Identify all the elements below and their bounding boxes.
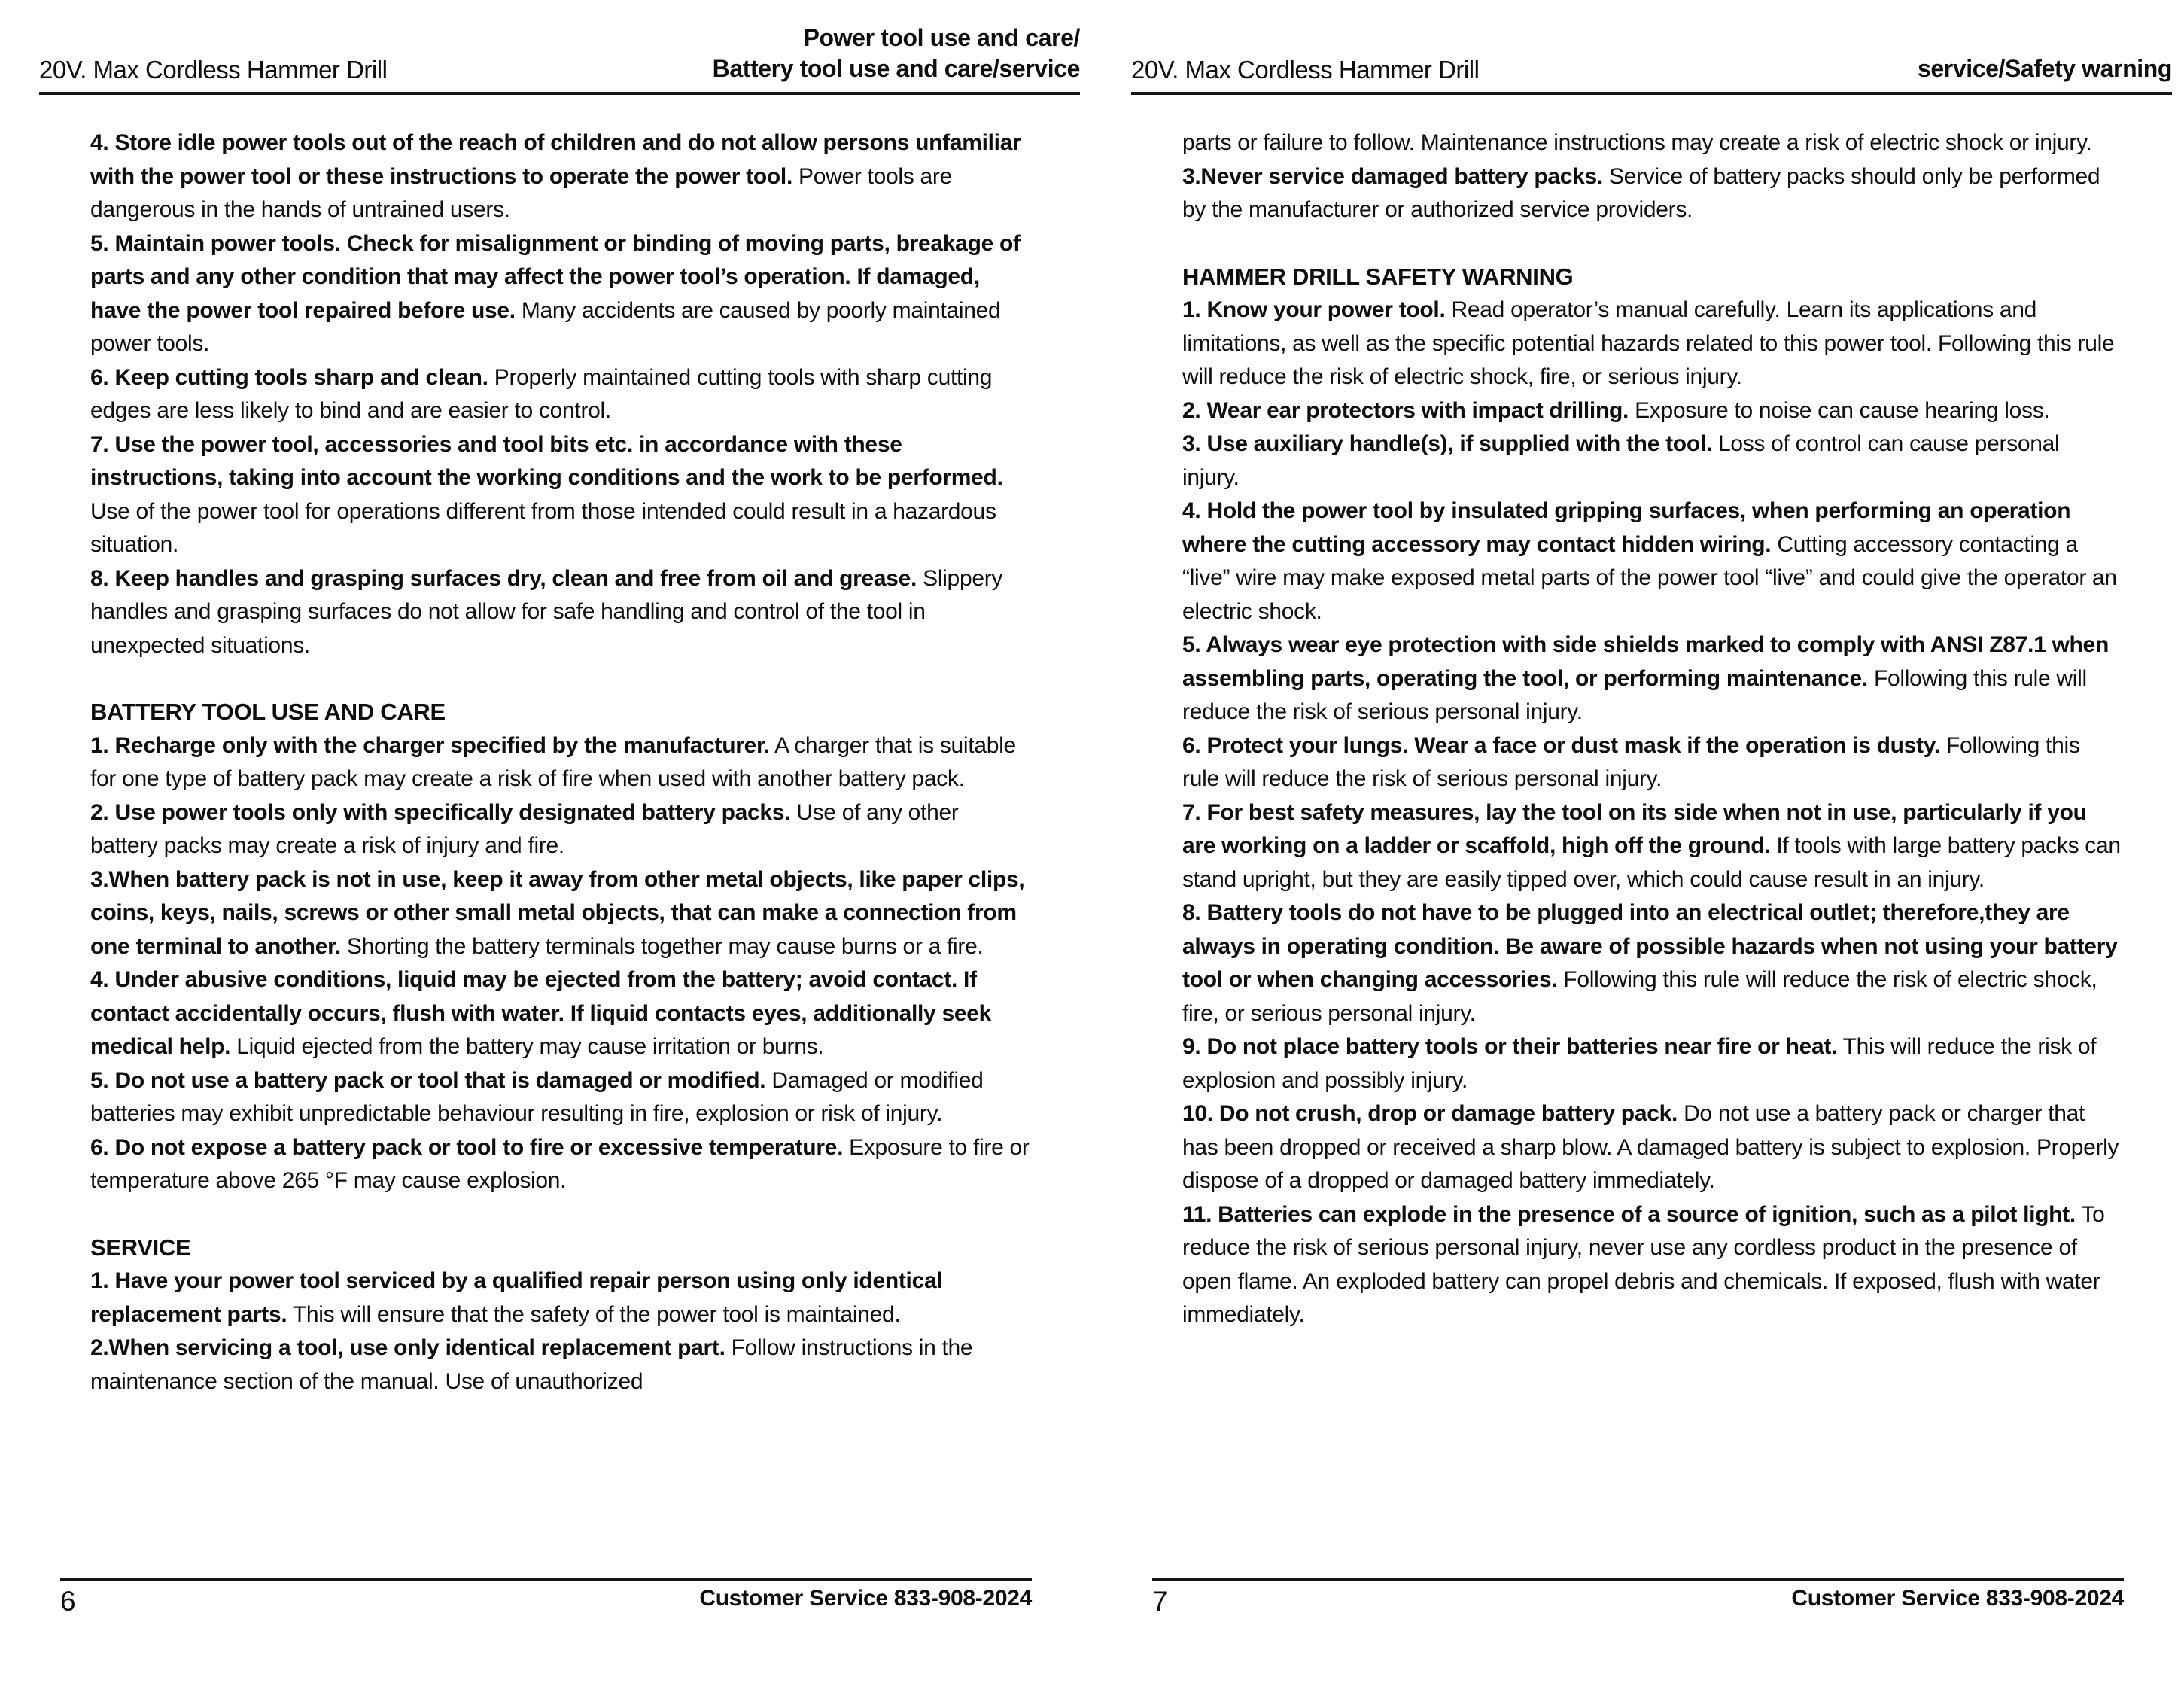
hammer-item-4 — [1182, 495, 2122, 628]
battery-item-3 — [90, 863, 1030, 964]
section-title: service/Safety warning — [1917, 55, 2172, 82]
item-rest: This will ensure that the safety of the power tool is maintained. — [287, 1301, 901, 1327]
hammer-item-9 — [1182, 1030, 2122, 1097]
item-rest: Use of any other battery packs may create a risk of injury and fire. — [90, 799, 959, 858]
battery-item-6 — [90, 1131, 1030, 1198]
item-lead: 7. For best safety measures, lay the tool on its side when not in use, particularly if you are working on a ladder or scaffold, high off the ground. — [1182, 799, 2087, 858]
customer-service: Customer Service 833-908-2024 — [1791, 1586, 2124, 1611]
item-rest: This will reduce the risk of explosion and possibly injury. — [1182, 1034, 2097, 1093]
item-lead: 1. Have your power tool serviced by a qualified repair person using only identical replacement parts. — [90, 1268, 943, 1327]
page-number: 7 — [1152, 1586, 1168, 1617]
item-lead: 2. Use power tools only with specifically designated battery packs. — [90, 799, 791, 825]
hammer-drill-warning-heading: HAMMER DRILL SAFETY WARNING — [1182, 263, 1574, 290]
item-rest: Exposure to fire or temperature above 265 °F may cause explosion. — [90, 1134, 1030, 1193]
page-7-header — [1131, 0, 2172, 95]
power-tool-item-6 — [90, 361, 1030, 428]
battery-item-4 — [90, 963, 1030, 1064]
item-rest: Properly maintained cutting tools with sharp cutting edges are less likely to bind and are easier to control. — [90, 364, 993, 423]
item-rest: Many accidents are caused by poorly maintained power tools. — [90, 297, 1001, 356]
item-lead: 5. Always wear eye protection with side shields marked to comply with ANSI Z87.1 when assembling parts, operating the tool, or performing maintenance. — [1182, 632, 2109, 691]
item-rest: Follow instructions in the maintenance section of the manual. Use of unauthorized — [90, 1335, 973, 1394]
item-lead: 2. Wear ear protectors with impact drilling. — [1182, 397, 1629, 423]
item-lead: 5. Maintain power tools. Check for misalignment or binding of moving parts, breakage of parts and any other condition that may affect the power tool’s operation. If damaged, have the power tool repaired before use. — [90, 230, 1021, 323]
item-lead: 4. Store idle power tools out of the reach of children and do not allow persons unfamiliar with the power tool or these instructions to operate the power tool. — [90, 130, 1021, 189]
page-number: 6 — [60, 1586, 76, 1617]
section-title-line1: Power tool use and care/ — [803, 24, 1080, 51]
power-tool-item-4 — [90, 126, 1030, 227]
service-item-2-continuation — [1182, 126, 2122, 160]
item-lead: 8. Keep handles and grasping surfaces dry, clean and free from oil and grease. — [90, 565, 917, 591]
power-tool-item-5 — [90, 227, 1030, 361]
item-rest: Following this rule will reduce the risk of serious personal injury. — [1182, 732, 2080, 791]
power-tool-item-8 — [90, 562, 1030, 663]
item-lead: 4. Under abusive conditions, liquid may be ejected from the battery; avoid contact. If contact accidentally occurs, flush with water. If liquid contacts eyes, additionally seek medical help. — [90, 967, 992, 1059]
page-7-body — [1182, 126, 2122, 1332]
service-item-1 — [90, 1264, 1030, 1331]
item-rest: Shorting the battery terminals together may cause burns or a fire. — [340, 933, 984, 959]
item-rest: Damaged or modified batteries may exhibit unpredictable behaviour resulting in fire, explosion or risk of injury. — [90, 1067, 984, 1126]
power-tool-item-7 — [90, 428, 1030, 562]
battery-item-1 — [90, 729, 1030, 796]
item-lead: 2.When servicing a tool, use only identical replacement part. — [90, 1335, 725, 1360]
item-lead: 3.Never service damaged battery packs. — [1182, 163, 1603, 189]
item-lead: 11. Batteries can explode in the presence of a source of ignition, such as a pilot light. — [1182, 1201, 2076, 1227]
item-rest: Service of battery packs should only be performed by the manufacturer or authorized service providers. — [1182, 163, 2100, 222]
item-lead: 7. Use the power tool, accessories and tool bits etc. in accordance with these instructions, taking into account the working conditions and the work to be performed. — [90, 431, 1003, 490]
item-rest: Following this rule will reduce the risk of serious personal injury. — [1182, 665, 2087, 724]
item-rest: Do not use a battery pack or charger that has been dropped or received a sharp blow. A damaged battery is subject to explosion. Properly dispose of a dropped or damaged battery immediately. — [1182, 1101, 2119, 1193]
hammer-item-2 — [1182, 394, 2122, 428]
battery-care-heading: BATTERY TOOL USE AND CARE — [90, 698, 446, 725]
item-rest: parts or failure to follow. Maintenance instructions may create a risk of electric shock or injury. — [1182, 130, 2092, 155]
hammer-item-5 — [1182, 628, 2122, 729]
hammer-item-8 — [1182, 896, 2122, 1030]
item-rest: Power tools are dangerous in the hands of untrained users. — [90, 163, 952, 222]
customer-service: Customer Service 833-908-2024 — [699, 1586, 1032, 1611]
hammer-item-11 — [1182, 1198, 2122, 1332]
section-title-line2: Battery tool use and care/service — [712, 55, 1080, 82]
service-heading: SERVICE — [90, 1234, 191, 1261]
page-6-footer — [60, 1578, 1032, 1617]
item-rest: Slippery handles and grasping surfaces do not allow for safe handling and control of the tool in unexpected situations. — [90, 565, 1003, 658]
item-lead: 6. Do not expose a battery pack or tool to fire or excessive temperature. — [90, 1134, 844, 1160]
item-rest: To reduce the risk of serious personal injury, never use any cordless product in the presence of open flame. An exploded battery can propel debris and chemicals. If exposed, flush with water immediately. — [1182, 1201, 2105, 1327]
service-item-2 — [90, 1331, 1030, 1398]
item-rest: Liquid ejected from the battery may cause irritation or burns. — [230, 1034, 824, 1059]
section-title — [713, 23, 1080, 84]
product-title: 20V. Max Cordless Hammer Drill — [1131, 56, 1480, 84]
item-lead: 3. Use auxiliary handle(s), if supplied with the tool. — [1182, 431, 1712, 456]
item-rest: Exposure to noise can cause hearing loss. — [1629, 397, 2050, 423]
item-lead: 8. Battery tools do not have to be plugged into an electrical outlet; therefore,they are always in operating condition. Be aware of possible hazards when not using your battery tool or when changing accessories. — [1182, 900, 2118, 992]
item-lead: 1. Recharge only with the charger specified by the manufacturer. — [90, 732, 770, 758]
page-7 — [1092, 0, 2184, 1689]
item-lead: 3.When battery pack is not in use, keep it away from other metal objects, like paper clips, coins, keys, nails, screws or other small metal objects, that can make a connection from one terminal to another. — [90, 866, 1025, 959]
product-title: 20V. Max Cordless Hammer Drill — [39, 56, 388, 84]
item-rest: Use of the power tool for operations different from those intended could result in a hazardous situation. — [90, 498, 996, 557]
hammer-item-6 — [1182, 729, 2122, 796]
service-item-3 — [1182, 160, 2122, 227]
item-lead: 5. Do not use a battery pack or tool that is damaged or modified. — [90, 1067, 766, 1093]
item-rest: Read operator’s manual carefully. Learn its applications and limitations, as well as the specific potential hazards related to this power tool. Following this rule will reduce the risk of electric shock, fire, or serious injury. — [1182, 297, 2115, 389]
item-lead: 1. Know your power tool. — [1182, 297, 1446, 322]
hammer-item-1 — [1182, 294, 2122, 394]
item-lead: 10. Do not crush, drop or damage battery pack. — [1182, 1101, 1678, 1126]
hammer-item-10 — [1182, 1097, 2122, 1198]
page-6-body — [90, 126, 1030, 1398]
item-rest: Following this rule will reduce the risk of electric shock, fire, or serious personal injury. — [1182, 967, 2097, 1026]
hammer-item-7 — [1182, 796, 2122, 897]
page-7-footer — [1152, 1578, 2124, 1617]
item-lead: 6. Keep cutting tools sharp and clean. — [90, 364, 488, 390]
item-lead: 4. Hold the power tool by insulated gripping surfaces, when performing an operation where the cutting accessory may contact hidden wiring. — [1182, 498, 2071, 557]
hammer-item-3 — [1182, 428, 2122, 495]
item-rest: A charger that is suitable for one type of battery pack may create a risk of fire when used with another battery pack. — [90, 732, 1016, 791]
item-lead: 9. Do not place battery tools or their batteries near fire or heat. — [1182, 1034, 1838, 1059]
battery-item-5 — [90, 1064, 1030, 1131]
item-rest: Cutting accessory contacting a “live” wire may make exposed metal parts of the power tool “live” and could give the operator an electric shock. — [1182, 531, 2117, 624]
item-rest: Loss of control can cause personal injury. — [1182, 431, 2060, 490]
item-lead: 6. Protect your lungs. Wear a face or dust mask if the operation is dusty. — [1182, 732, 1940, 758]
page-6-header — [39, 0, 1080, 95]
battery-item-2 — [90, 796, 1030, 863]
item-rest: If tools with large battery packs can stand upright, but they are easily tipped over, which could cause result in an injury. — [1182, 833, 2121, 892]
